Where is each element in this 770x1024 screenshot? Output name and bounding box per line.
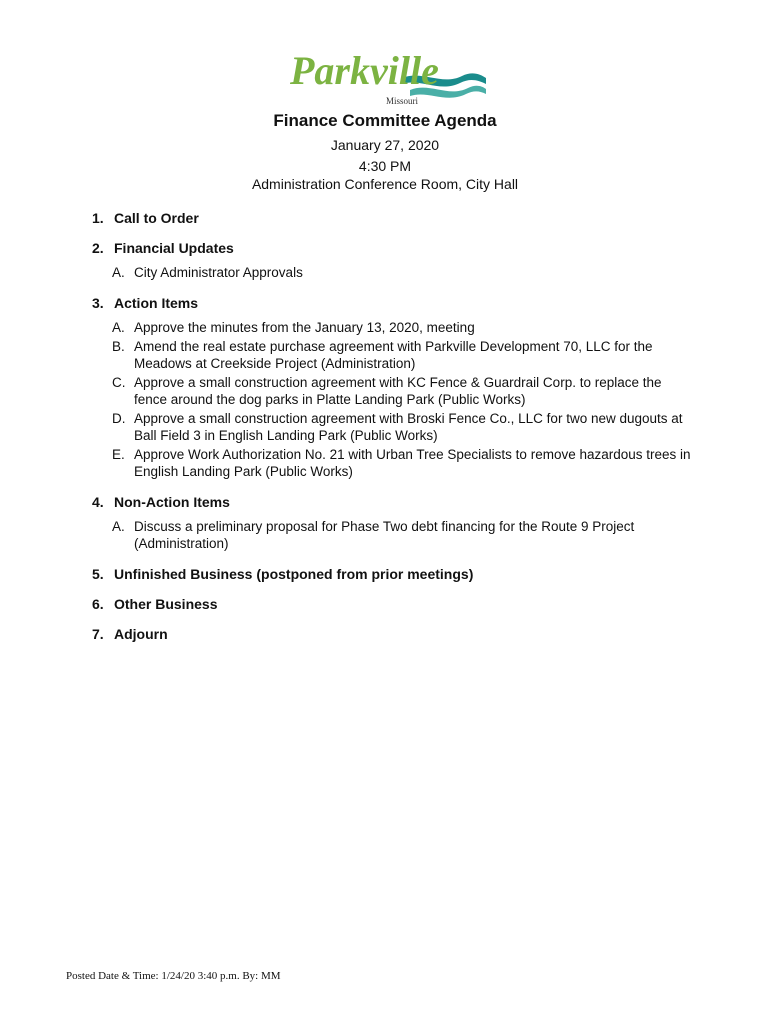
agenda-item-heading (92, 566, 692, 582)
agenda-sub-list (92, 319, 692, 480)
agenda-item (92, 596, 692, 612)
agenda-item-title: Adjourn (114, 626, 168, 642)
agenda-sub-item (112, 319, 692, 336)
agenda-item-title: Call to Order (114, 210, 199, 226)
agenda-sub-item (112, 410, 692, 444)
agenda-item (92, 295, 692, 480)
agenda-item (92, 626, 692, 642)
agenda-sub-item (112, 264, 692, 281)
agenda-sub-item (112, 518, 692, 552)
agenda-item-number: 3. (92, 295, 104, 311)
agenda-item-title: Action Items (114, 295, 199, 311)
agenda-sub-item-text: Approve the minutes from the January 13, 2020, meeting (134, 320, 475, 335)
agenda-list (92, 210, 692, 656)
agenda-item (92, 494, 692, 552)
agenda-sub-item-letter: B. (112, 339, 125, 354)
agenda-item (92, 240, 692, 281)
agenda-item-heading (92, 210, 692, 226)
logo-wordmark: Parkville (290, 48, 439, 93)
posted-footer: Posted Date & Time: 1/24/20 3:40 p.m. By: MM (66, 970, 281, 982)
parkville-logo (282, 40, 486, 110)
agenda-sub-item-letter: A. (112, 519, 125, 534)
agenda-item-title: Non-Action Items (114, 494, 230, 510)
agenda-sub-item-letter: E. (112, 447, 125, 462)
agenda-sub-item-text: Amend the real estate purchase agreement with Parkville Development 70, LLC for the Meadows at Creekside Project (Administration) (134, 339, 653, 371)
agenda-item-number: 6. (92, 596, 104, 612)
meeting-date: January 27, 2020 (330, 137, 440, 153)
agenda-sub-list (92, 518, 692, 552)
agenda-item-number: 4. (92, 494, 104, 510)
agenda-item-number: 2. (92, 240, 104, 256)
agenda-item-heading (92, 295, 692, 311)
page-title: Finance Committee Agenda (273, 111, 497, 130)
agenda-item-number: 7. (92, 626, 104, 642)
agenda-item-heading (92, 596, 692, 612)
logo-state: Missouri (386, 96, 419, 106)
agenda-item-number: 5. (92, 566, 104, 582)
agenda-sub-item-text: City Administrator Approvals (134, 265, 303, 280)
agenda-item (92, 566, 692, 582)
agenda-sub-item (112, 338, 692, 372)
agenda-item-number: 1. (92, 210, 104, 226)
agenda-sub-item-text: Approve a small construction agreement with Broski Fence Co., LLC for two new dugouts at Ball Field 3 in English Landing Park (Public Works) (134, 411, 683, 443)
agenda-sub-list (92, 264, 692, 281)
agenda-sub-item-letter: A. (112, 320, 125, 335)
agenda-item-title: Other Business (114, 596, 218, 612)
agenda-item-title: Financial Updates (114, 240, 234, 256)
agenda-sub-item-letter: C. (112, 375, 126, 390)
parkville-logo-graphic (282, 40, 486, 110)
meeting-time: 4:30 PM (358, 158, 412, 174)
agenda-item-heading (92, 626, 692, 642)
agenda-sub-item-text: Approve Work Authorization No. 21 with Urban Tree Specialists to remove hazardous trees in English Landing Park (Public Works) (134, 447, 691, 479)
agenda-sub-item-letter: D. (112, 411, 126, 426)
agenda-sub-item (112, 374, 692, 408)
agenda-item-heading (92, 494, 692, 510)
agenda-item (92, 210, 692, 226)
agenda-item-title: Unfinished Business (postponed from prior meetings) (114, 566, 474, 582)
agenda-sub-item-text: Discuss a preliminary proposal for Phase Two debt financing for the Route 9 Project (Administration) (134, 519, 635, 551)
agenda-sub-item (112, 446, 692, 480)
agenda-sub-item-text: Approve a small construction agreement with KC Fence & Guardrail Corp. to replace the fence around the dog parks in Platte Landing Park (Public Works) (134, 375, 662, 407)
meeting-location: Administration Conference Room, City Hall (251, 176, 519, 192)
agenda-sub-item-letter: A. (112, 265, 125, 280)
agenda-item-heading (92, 240, 692, 256)
